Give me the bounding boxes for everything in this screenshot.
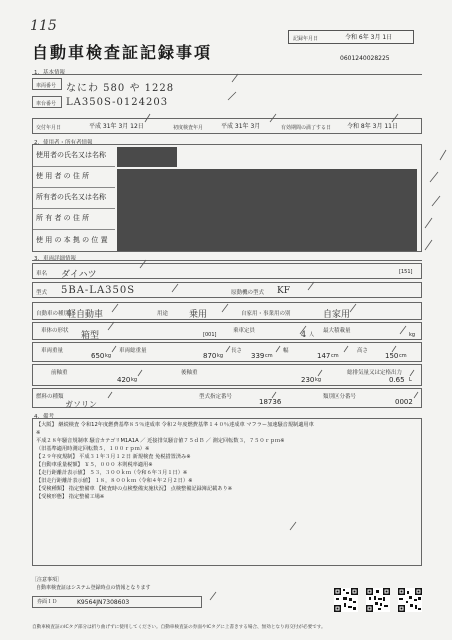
gross-weight-value: 870 — [203, 352, 217, 360]
width-unit: cm — [331, 353, 339, 359]
owner-row-label: 使用者の氏名又は名称 — [36, 151, 106, 159]
section-owner-label: 2．使用者・所有者情報 — [34, 140, 93, 146]
owner-row-label: 使 用 の 本 拠 の 位 置 — [36, 236, 108, 244]
note-line: 平成２８年騒音規制車 騒音カテゴリM1A1A ／ 近接排気騒音値７５ｄＢ ／ 測定回転数３，７５０ｒｐｍ※ — [36, 438, 285, 444]
check-mark — [392, 114, 398, 122]
body-label: 車体の形状 — [41, 328, 69, 334]
length-value: 339 — [251, 352, 265, 360]
maker-code: [151] — [399, 269, 413, 275]
chassis-label: 車台番号 — [36, 101, 57, 107]
check-mark — [172, 284, 178, 292]
model-value: 5BA-LA350S — [61, 285, 136, 296]
check-mark — [344, 346, 348, 352]
check-mark — [425, 218, 432, 228]
length-label: 長さ — [231, 348, 243, 354]
front-axle-unit: kg — [131, 377, 138, 383]
check-mark — [410, 370, 414, 376]
note-line: 【旧走行距離計表示値】 １８，８００ｋｍ（令和４年２月２日）※ — [36, 478, 193, 484]
check-mark — [222, 304, 228, 312]
check-mark — [270, 114, 276, 122]
caution-title: ［注意事項］ — [32, 577, 63, 583]
check-mark — [425, 240, 432, 250]
width-value: 147 — [317, 352, 331, 360]
issue-date-value: 令和 6年 3月 1日 — [345, 34, 393, 41]
gross-weight-unit: kg — [217, 353, 224, 359]
first-reg-value: 平成 31年 3月 — [221, 123, 261, 130]
maker-label: 車名 — [36, 271, 48, 277]
length-unit: cm — [265, 353, 273, 359]
check-mark — [108, 392, 112, 398]
check-mark — [432, 196, 440, 206]
expiry-value: 令和 8年 3月 11日 — [347, 123, 398, 130]
expiry-label: 有効期間の満了する日 — [281, 125, 332, 131]
check-mark — [226, 346, 230, 352]
note-line: 【受検種類】 指定整備車 【検査時の点検整備実施状況】 点検整備記録簿記載あり※ — [36, 486, 233, 492]
model-label: 型式 — [36, 290, 48, 296]
check-mark — [414, 392, 418, 398]
section-vehicle-label: 3．車両詳細情報 — [34, 256, 76, 262]
displacement-value: 0.65 — [389, 376, 405, 384]
ic-id-value: K9564JN7308603 — [77, 599, 130, 606]
doc-number: 0601240028225 — [340, 55, 390, 62]
reg-date-label: 交付年月日 — [36, 125, 62, 131]
use-label: 用途 — [157, 311, 169, 317]
check-mark — [210, 592, 216, 600]
weight-unit: kg — [105, 353, 112, 359]
maker-value: ダイハツ — [61, 270, 97, 280]
class-number-label: 類別区分番号 — [323, 394, 357, 400]
check-mark — [108, 322, 114, 330]
issue-date-label: 記録年月日 — [293, 36, 319, 42]
check-mark — [145, 114, 150, 122]
check-mark — [300, 326, 306, 334]
load-label: 最大積載量 — [323, 328, 351, 334]
check-mark — [290, 522, 296, 530]
weight-label: 車両重量 — [41, 348, 64, 354]
check-mark — [232, 74, 238, 82]
owner-row-label: 所有者の氏名又は名称 — [36, 193, 106, 201]
purpose-value: 自家用 — [323, 310, 351, 320]
check-mark — [276, 346, 280, 352]
chassis-value: LA350S-0124203 — [66, 97, 169, 108]
note-line: （旧基準適用時測定回転数５，１００ｒｐｍ）※ — [36, 446, 150, 452]
capacity-label: 乗車定員 — [233, 328, 256, 334]
kind-value: 軽自動車 — [67, 310, 104, 320]
engine-label: 原動機の型式 — [231, 290, 265, 296]
body-value: 箱型 — [81, 331, 100, 341]
capacity-value: 4 — [301, 330, 307, 339]
reg-date-value: 平成 31年 3月 12日 — [89, 123, 144, 130]
use-value: 乗用 — [189, 310, 208, 320]
check-mark — [430, 172, 438, 182]
rear-axle-label: 後軸重 — [181, 370, 198, 376]
spec-number-value: 18736 — [259, 398, 282, 406]
reg-number-label: 車両番号 — [36, 83, 57, 89]
owner-row-label: 使 用 者 の 住 所 — [36, 172, 90, 180]
kind-label: 自動車の種別 — [36, 311, 70, 317]
check-mark — [140, 260, 146, 268]
page-title: 自動車検査証記録事項 — [32, 43, 213, 62]
check-mark — [228, 92, 236, 100]
first-reg-label: 初度検査年月 — [173, 125, 204, 131]
note-line: 【走行距離計表示値】 ５３，３００ｋｍ（令和６年３月１日）※ — [36, 470, 188, 476]
caution-line: 自動車検査証はシステム登録時点の情報となります — [36, 585, 151, 591]
front-axle-label: 前軸重 — [51, 370, 68, 376]
check-mark — [272, 392, 276, 398]
check-mark — [308, 282, 314, 290]
reg-number-value: なにわ 580 や 1228 — [66, 83, 175, 94]
owner-row-label: 所 有 者 の 住 所 — [36, 214, 90, 222]
rear-axle-value: 230 — [301, 376, 315, 384]
engine-value: KF — [277, 286, 290, 296]
check-mark — [350, 304, 356, 312]
check-mark — [392, 346, 396, 352]
note-line: 【自動車重量税額】 ￥５，０００ 本則税率適用※ — [36, 462, 153, 468]
check-mark — [112, 304, 118, 312]
check-mark — [318, 370, 322, 376]
note-line: 【大阪】 継続検査 令和12年度燃費基準８５％達成車 令和２年度燃費基準１４０％達成車 マフラー加速騒音規制適用車 — [36, 422, 314, 428]
displacement-label: 総排気量又は定格出力 — [347, 370, 403, 376]
height-unit: cm — [399, 353, 407, 359]
check-mark — [400, 326, 406, 334]
load-unit: kg — [409, 332, 416, 338]
fuel-label: 燃料の種類 — [36, 394, 64, 400]
footer-notice: 自動車検査証のICタグ部分は折り曲げずに使用してください。自動車検査証の券面やICタグに上書きする場合、無効となり再交付が必要です。 — [32, 625, 326, 630]
front-axle-value: 420 — [117, 376, 131, 384]
gross-weight-label: 車両総重量 — [119, 348, 147, 354]
capacity-unit: 人 — [309, 332, 315, 338]
note-line: ※ — [36, 430, 41, 436]
height-label: 高さ — [357, 348, 369, 354]
note-line: 【２９年度規制】 平成３１年３月１２日 新規検査 免税措置済み※ — [36, 454, 191, 460]
section-basic-label: 1．基本情報 — [34, 70, 65, 76]
fuel-value: ガソリン — [65, 400, 97, 409]
purpose-label: 自家用・事業用の別 — [241, 311, 291, 317]
check-mark — [112, 346, 116, 352]
handwritten-number: 115 — [30, 18, 57, 34]
width-label: 幅 — [283, 348, 289, 354]
body-code: [001] — [203, 332, 217, 338]
check-mark — [440, 150, 446, 160]
class-number-value: 0002 — [395, 398, 413, 406]
height-value: 150 — [385, 352, 399, 360]
section-notes-label: 4．備考 — [34, 414, 54, 420]
rear-axle-unit: kg — [315, 377, 322, 383]
note-line: 【受検形態】 指定整備工場※ — [36, 494, 105, 500]
ic-id-label: 券面ＩＤ — [37, 599, 58, 605]
displacement-unit: L — [409, 377, 412, 383]
spec-number-label: 型式指定番号 — [199, 394, 233, 400]
weight-value: 650 — [91, 352, 105, 360]
check-mark — [138, 370, 142, 376]
